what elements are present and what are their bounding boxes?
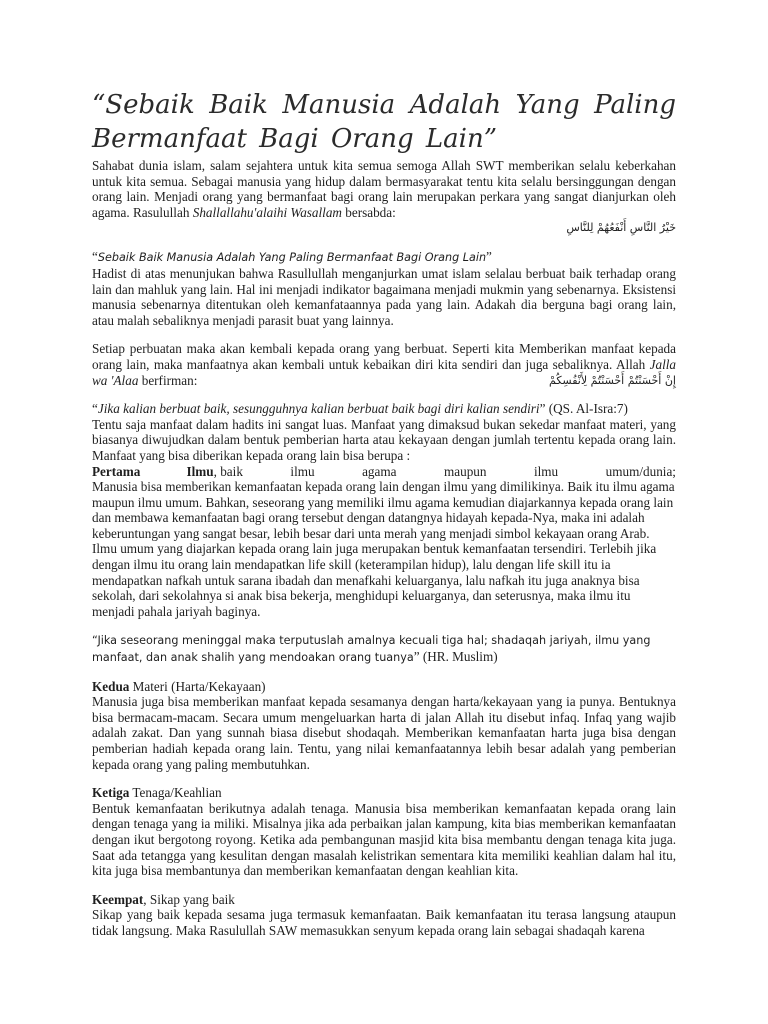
- pertama-word: maupun: [443, 463, 487, 479]
- perbuatan-tail: berfirman:: [138, 372, 198, 388]
- ketiga-label: Ketiga: [92, 785, 130, 801]
- kedua-body: Manusia juga bisa memberikan manfaat kepada sesamanya dengan harta/kekayaan yang ia punya. Bentuknya bisa bermacam-macam. Secara umum mengeluarkan harta di jalan Allah itu disebut infaq. Infaq yang wajib adalah zakat. Dan yang sunnah biasa disebut shodaqah. Memberikan kemanfaatan harta juga bisa dengan pemberian hadiah kepada orang lain. Tentu, yang nilai kemanfaatannya lebih besar adalah yang pemberian kepada orang yang paling membutuhkan.: [92, 694, 676, 772]
- intro-paragraph: [92, 158, 676, 220]
- kedua-heading: [92, 679, 676, 695]
- quote-open: “: [92, 249, 98, 265]
- intro-tail: bersabda:: [341, 204, 396, 220]
- ketiga-body: Bentuk kemanfaatan berikutnya adalah tenaga. Manusia bisa memberikan kemanfaatan kepada orang lain dengan tenaga yang ia miliki. Misalnya jika ada perbaikan jalan kampung, kita bias memberikan kemanfaatan dengan ikut bergotong royong. Ketika ada pembangunan masjid kita bisa membantu dengan tenaga kita juga. Saat ada tetangga yang kesulitan dengan masalah kelistrikan sementara kita memiliki keahlian dalam hal itu, kita juga bisa membantunya dan memberikan kemanfaatan dengan keahlian kita.: [92, 800, 676, 879]
- keempat-heading: [92, 892, 676, 908]
- ayat-translation-text: Jika kalian berbuat baik, sesungguhnya kalian berbuat baik bagi diri kalian sendiri: [97, 401, 540, 417]
- ayat-arabic: إِنْ أَحْسَنْتُمْ أَحْسَنْتُمْ لِأَنْفُسِكُمْ: [549, 373, 676, 387]
- ayat-translation: [92, 401, 676, 417]
- pertama-body: Manusia bisa memberikan kemanfaatan kepada orang lain dengan ilmu yang dimilikinya. Baik itu ilmu agama maupun ilmu umum. Bahkan, seseorang yang memiliki ilmu agama kemudian diajarkannya kepada orang lain dan membawa kemanfaatan bagi orang tersebut dengan datangnya hidayah kepada-Nya, maka ini adalah keberuntungan yang sangat besar, lebih besar dari unta merah yang menjadi simbol kekayaan orang Arab.: [92, 479, 675, 541]
- pertama-word: ilmu: [533, 463, 559, 479]
- pertama-word: , baik: [213, 463, 243, 479]
- keempat-body: Sikap yang baik kepada sesama juga termasuk kemanfaatan. Baik kemanfaatan itu terasa langsung ataupun tidak langsung. Maka Rasulullah SAW memasukkan senyum kepada orang lain sebagai shadaqah karena: [92, 907, 676, 938]
- hadith-translation: [92, 249, 676, 266]
- ayat-citation: ” (QS. Al-Isra:7): [539, 401, 628, 417]
- pertama-word: agama: [362, 463, 397, 479]
- ayat-quote-open: “: [92, 401, 98, 417]
- perbuatan-text: Setiap perbuatan maka akan kembali kepada orang yang berbuat. Seperti kita Memberikan manfaat kepada orang lain, maka manfaatnya akan kembali untuk kebaikan diri kita sendiri dan juga sebaliknya. Allah: [92, 341, 676, 372]
- keempat-topic: , Sikap yang baik: [143, 891, 235, 907]
- ketiga-topic: Tenaga/Keahlian: [129, 785, 222, 801]
- kedua-label: Kedua: [92, 678, 130, 694]
- pertama-word: umum/dunia;: [605, 463, 676, 479]
- manfaat-paragraph: Tentu saja manfaat dalam hadits ini sangat luas. Manfaat yang dimaksud bukan sekedar manfaat materi, yang biasanya diwujudkan dalam bentuk pemberian harta atau kekayaan dengan jumlah tertentu kepada orang lain. Manfaat yang bisa diberikan kepada orang lain bisa berupa :: [92, 416, 676, 463]
- pertama-word: ilmu: [290, 463, 315, 479]
- allah-name: Jalla wa 'Alaa: [92, 356, 676, 388]
- kedua-topic: Materi (Harta/Kekayaan): [129, 678, 266, 694]
- quote-close: ”: [486, 249, 492, 265]
- pertama-label-group: [92, 464, 243, 480]
- muslim-hadith-citation: ” (HR. Muslim): [413, 649, 498, 665]
- keempat-label: Keempat: [92, 891, 144, 907]
- hadith-arabic: خَيْرُ النَّاسِ أَنْفَعُهُمْ لِلنَّاسِ: [566, 221, 676, 235]
- hadith-translation-text: Sebaik Baik Manusia Adalah Yang Paling Bermanfaat Bagi Orang Lain: [97, 251, 487, 265]
- perbuatan-paragraph: [92, 341, 676, 388]
- hadist-paragraph: Hadist di atas menunjukan bahwa Rasullullah menganjurkan umat islam selalau berbuat baik terhadap orang lain dan mahluk yang lain. Hal ini menjadi indikator bagaimana menjadi mukmin yang sebenarnya. Eksistensi manusia sebenarnya ditentukan oleh kemanfataannya pada yang lain. Adakah dia berguna bagi orang lain, atau malah sebaliknya menjadi parasit buat yang lainnya.: [92, 265, 676, 328]
- pertama-heading: [92, 464, 676, 480]
- pertama-body-2: Ilmu umum yang diajarkan kepada orang lain juga merupakan bentuk kemanfaatan tersendiri. Terlebih jika dengan ilmu itu orang lain mendapatkan life skill (keterampilan hidup), lalu dengan life skill itu ia mendapatkan nafkah untuk sarana ibadah dan menafkahi keluarganya, lalu nafkah itu juga anaknya bisa sekolah, dari sekolahnya si anak bisa bekerja, menghidupi keluarganya, dan seterusnya, maka ilmu itu menjadi pahala jariyah baginya.: [92, 541, 657, 619]
- intro-text: Sahabat dunia islam, salam sejahtera untuk kita semua semoga Allah SWT memberikan selalu keberkahan untuk kita semua. Sebagai manusia yang hidup dalam bermasyarakat tentu kita selalu bersinggungan dengan orang lain. Menjadi orang yang bermanfaat bagi orang lain merupakan perkara yang sangat dianjurkan oleh agama. Rasulullah: [92, 158, 676, 220]
- honorific: Shallallahu'alaihi Wasallam: [192, 204, 342, 220]
- pertama-topic: Ilmu: [186, 463, 214, 479]
- ketiga-heading: [92, 785, 676, 801]
- page-title: “Sebaik Baik Manusia Adalah Yang Paling Bermanfaat Bagi Orang Lain”: [92, 90, 676, 154]
- muslim-hadith: [92, 632, 676, 665]
- muslim-hadith-text: “Jika seseorang meninggal maka terputuslah amalnya kecuali tiga hal; shadaqah jariyah, ilmu yang manfaat, dan anak shalih yang mendoakan orang tuanya: [92, 634, 651, 665]
- pertama-label: Pertama: [92, 463, 141, 479]
